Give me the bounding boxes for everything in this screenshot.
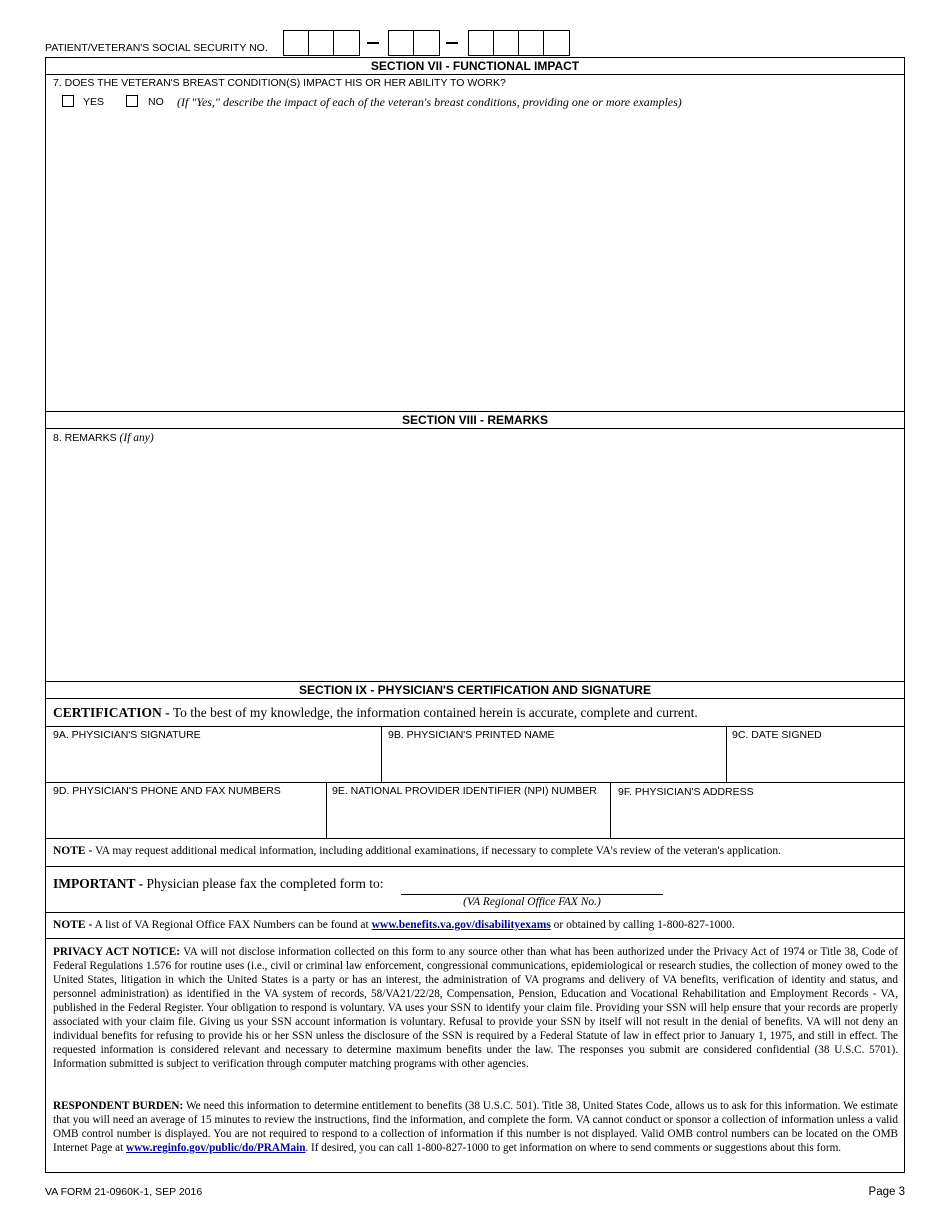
fax-number-caption: (VA Regional Office FAX No.) xyxy=(463,896,601,908)
respondent-burden xyxy=(53,1099,898,1155)
note1-bold: NOTE - xyxy=(53,845,93,857)
note1-text: VA may request additional medical information, including additional examinations, if necessary to complete VA's review of the veteran's application. xyxy=(94,845,781,857)
physician-signature-field[interactable] xyxy=(48,744,378,780)
privacy-bold: PRIVACY ACT NOTICE: xyxy=(53,946,180,958)
certification-bold: CERTIFICATION - xyxy=(53,705,170,720)
section-7-title: SECTION VII - FUNCTIONAL IMPACT xyxy=(370,59,580,73)
remarks-label-note: (If any) xyxy=(119,432,154,444)
ssn-digit-box[interactable] xyxy=(519,31,544,55)
privacy-text: VA will not disclose information collected on this form to any source other than what has been authorized under the Privacy Act of 1974 or Title 38, Code of Federal Regulations 1.576 for routine uses (i.e., civil or criminal law enforcement, congressional communications, epidemiological or research studies, the collection of money owed to the United States, litigation in which the United States is a party or has an interest, the administration of VA programs and delivery of VA benefits, verification of identity and status, and personnel administration) as identified in the VA system of records, 58/VA21/22/28, Compensation, Pension, Education and Vocational Rehabilitation and Employment Records - VA, published in the Federal Register. Your obligation to respond is voluntary. VA uses your SSN to identify your claim file. Providing your SSN will help ensure that your records are properly associated with your claim file. Giving us your SSN account information is voluntary. Refusal to provide your SSN by itself will not result in the denial of benefits. VA will not deny an individual benefits for refusing to provide his or her SSN unless the disclosure of the SSN is required by a Federal Statute of law in effect prior to January 1, 1975, and still in effect. The requested information is considered relevant and necessary to determine maximum benefits under the law. The responses you submit are considered confidential (38 U.S.C. 5701). Information submitted is subject to verification through computer matching programs with other agencies. xyxy=(53,946,898,1070)
ssn-dash xyxy=(367,42,379,44)
ssn-digit-box[interactable] xyxy=(544,31,569,55)
question-7-instruction: (If "Yes," describe the impact of each of the veteran's breast conditions, providing one or more examples) xyxy=(177,95,682,109)
ssn-part3 xyxy=(468,30,570,56)
phone-fax-field[interactable] xyxy=(48,800,323,836)
remarks-label-text: 8. REMARKS xyxy=(53,432,117,444)
field-9a-label: 9A. PHYSICIAN'S SIGNATURE xyxy=(53,729,201,741)
ssn-part2 xyxy=(388,30,440,56)
field-9d-label: 9D. PHYSICIAN'S PHONE AND FAX NUMBERS xyxy=(53,785,281,797)
ssn-label: PATIENT/VETERAN'S SOCIAL SECURITY NO. xyxy=(45,42,268,54)
important-bold: IMPORTANT - xyxy=(53,876,144,891)
field-9e-label: 9E. NATIONAL PROVIDER IDENTIFIER (NPI) NUMBER xyxy=(332,785,597,797)
note2-post: or obtained by calling 1-800-827-1000. xyxy=(553,919,735,931)
no-checkbox[interactable] xyxy=(126,95,138,107)
certification-statement xyxy=(53,705,698,721)
form-number: VA FORM 21-0960K-1, SEP 2016 xyxy=(45,1186,203,1198)
page-number: Page 3 xyxy=(868,1186,905,1198)
yes-label: YES xyxy=(83,96,105,108)
field-9b-label: 9B. PHYSICIAN'S PRINTED NAME xyxy=(388,729,555,741)
remarks-label xyxy=(53,432,154,444)
form-frame xyxy=(45,57,905,1173)
note2-bold: NOTE - xyxy=(53,919,93,931)
important-text: Physician please fax the completed form to: xyxy=(146,876,384,891)
ssn-digit-box[interactable] xyxy=(494,31,519,55)
burden-bold: RESPONDENT BURDEN: xyxy=(53,1100,184,1112)
yes-checkbox[interactable] xyxy=(62,95,74,107)
burden-text-post: . If desired, you can call 1-800-827-1000 to get information on where to send comments or suggestions about this form. xyxy=(305,1142,842,1154)
important-fax-instruction xyxy=(53,876,383,892)
question-7: 7. DOES THE VETERAN'S BREAST CONDITION(S) IMPACT HIS OR HER ABILITY TO WORK? xyxy=(53,77,506,89)
field-9f-label: 9F. PHYSICIAN'S ADDRESS xyxy=(618,786,754,798)
certification-text: To the best of my knowledge, the information contained herein is accurate, complete and current. xyxy=(172,705,698,720)
ssn-part1 xyxy=(283,30,360,56)
section-8-title: SECTION VIII - REMARKS xyxy=(401,413,548,427)
reginfo-link[interactable]: www.reginfo.gov/public/do/PRAMain xyxy=(126,1142,306,1154)
note-fax-list xyxy=(53,919,735,931)
functional-impact-textarea[interactable] xyxy=(48,114,902,408)
fax-number-line[interactable] xyxy=(401,894,663,895)
ssn-digit-box[interactable] xyxy=(309,31,334,55)
section-9-title: SECTION IX - PHYSICIAN'S CERTIFICATION AND SIGNATURE xyxy=(299,683,651,697)
benefits-link[interactable]: www.benefits.va.gov/disabilityexams xyxy=(371,919,551,931)
physician-printed-name-field[interactable] xyxy=(384,744,724,780)
field-9c-label: 9C. DATE SIGNED xyxy=(732,729,822,741)
physician-address-field[interactable] xyxy=(613,800,900,836)
note2-pre: A list of VA Regional Office FAX Numbers can be found at xyxy=(94,919,369,931)
date-signed-field[interactable] xyxy=(729,744,899,780)
ssn-digit-box[interactable] xyxy=(469,31,494,55)
ssn-digit-box[interactable] xyxy=(414,31,439,55)
remarks-textarea[interactable] xyxy=(48,450,902,678)
ssn-digit-box[interactable] xyxy=(389,31,414,55)
ssn-digit-box[interactable] xyxy=(334,31,359,55)
npi-number-field[interactable] xyxy=(329,800,608,836)
ssn-dash xyxy=(446,42,458,44)
note-additional-info xyxy=(53,845,781,857)
privacy-act-notice xyxy=(53,945,898,1071)
burden-text-pre: We need this information to determine entitlement to benefits (38 U.S.C. 501). Title 38, United States Code, allows us to ask for this information. We estimate that you will need an average of 15 minutes to review the instructions, find the information, and complete the form. VA cannot conduct or sponsor a collection of information unless a valid OMB control number is displayed. You are not required to respond to a collection of information if this number is not displayed. Valid OMB control numbers can be located on the OMB Internet Page at xyxy=(53,1100,898,1154)
no-label: NO xyxy=(148,96,164,108)
ssn-digit-box[interactable] xyxy=(284,31,309,55)
